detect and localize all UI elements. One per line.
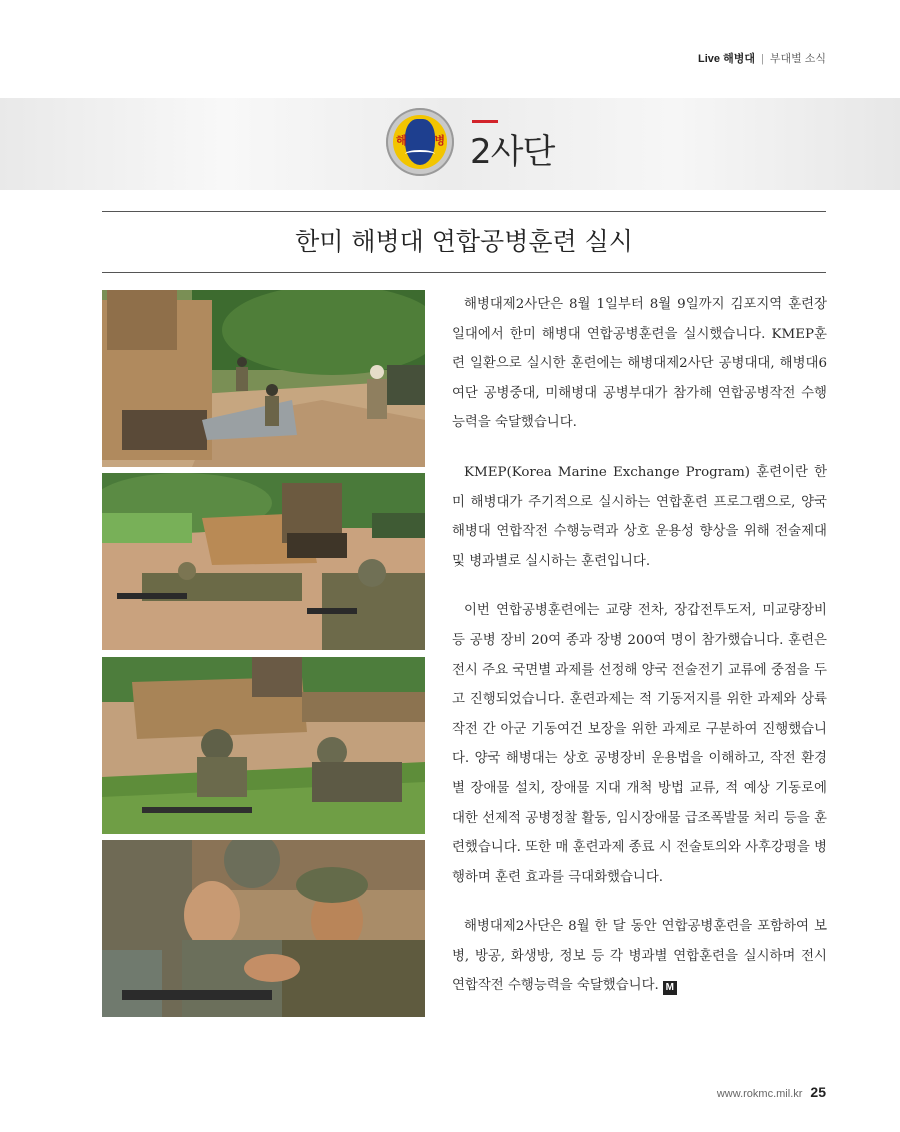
end-mark-icon: M bbox=[663, 981, 677, 995]
page-number: 25 bbox=[810, 1084, 826, 1100]
article-paragraph: KMEP(Korea Marine Exchange Program) 훈련이란 한미 해병대가 주기적으로 실시하는 연합훈련 프로그램으로, 양국 해병대 연합작전 수행능력과 상호 운용성 향상을 위해 전술제대 및 병과별로 실시하는 훈련입니다. bbox=[452, 464, 827, 569]
emblem-left-char: 해 bbox=[396, 134, 407, 147]
title-bottom-rule bbox=[102, 272, 826, 273]
article-title: 한미 해병대 연합공병훈련 실시 bbox=[295, 227, 633, 256]
header-breadcrumb bbox=[698, 50, 826, 66]
accent-line bbox=[472, 120, 498, 123]
title-top-rule bbox=[102, 211, 826, 212]
header-section: Live 해병대 bbox=[698, 53, 755, 65]
article-paragraph-last bbox=[452, 912, 827, 1001]
photo-soldiers-grass bbox=[102, 657, 425, 834]
photo-armored-dozer bbox=[102, 473, 425, 650]
article-paragraph-text: 해병대제2사단은 8월 한 달 동안 연합공병훈련을 포함하여 보병, 방공, 화생방, 정보 등 각 병과별 연합훈련을 실시하며 전시 연합작전 수행능력을 숙달했습니다. bbox=[452, 919, 827, 994]
emblem-right-char: 병 bbox=[434, 134, 445, 147]
article-paragraph: 해병대제2사단은 8월 1일부터 8월 9일까지 김포지역 훈련장 일대에서 한미 해병대 연합공병훈련을 실시했습니다. KMEP훈련 일환으로 실시한 훈련에는 해병대제2사단 공병대대, 해병대6여단 공병중대, 미해병대 공병부대가 참가해 연합공병작전 수행능력을 숙달했습니다. bbox=[452, 297, 827, 431]
header-subsection: 부대별 소식 bbox=[769, 53, 826, 65]
division-title: 2사단 bbox=[470, 132, 555, 172]
photo-marines-fist-bump bbox=[102, 840, 425, 1017]
article-paragraph: 이번 연합공병훈련에는 교량 전차, 장갑전투도저, 미교량장비 등 공병 장비 20여 종과 장병 200여 명이 참가했습니다. 훈련은 전시 주요 국면별 과제를 선정해 양국 전술전기 교류에 중점을 두고 진행되었습니다. 훈련과제는 적 기동저지를 위한 과제와 상륙작전 간 아군 기동여건 보장을 위한 과제로 구분하여 진행했습니다. 양국 해병대는 상호 공병장비 운용법을 이해하고, 작전 환경별 장애물 설치, 장애물 지대 개척 방법 교류, 적 예상 기동로에 대한 선제적 공병정찰 활동, 임시장애물 급조폭발물 처리 등을 훈련했습니다. 또한 매 훈련과제 종료 시 전술토의와 사후강평을 병행하며 훈련 효과를 극대화했습니다. bbox=[452, 603, 827, 885]
page-footer bbox=[717, 1084, 826, 1100]
marine-corps-emblem-icon bbox=[386, 108, 454, 176]
footer-url: www.rokmc.mil.kr bbox=[716, 1088, 803, 1100]
article-body bbox=[452, 290, 827, 1021]
header-divider: | bbox=[760, 53, 764, 65]
photo-bridge-tank bbox=[102, 290, 425, 467]
